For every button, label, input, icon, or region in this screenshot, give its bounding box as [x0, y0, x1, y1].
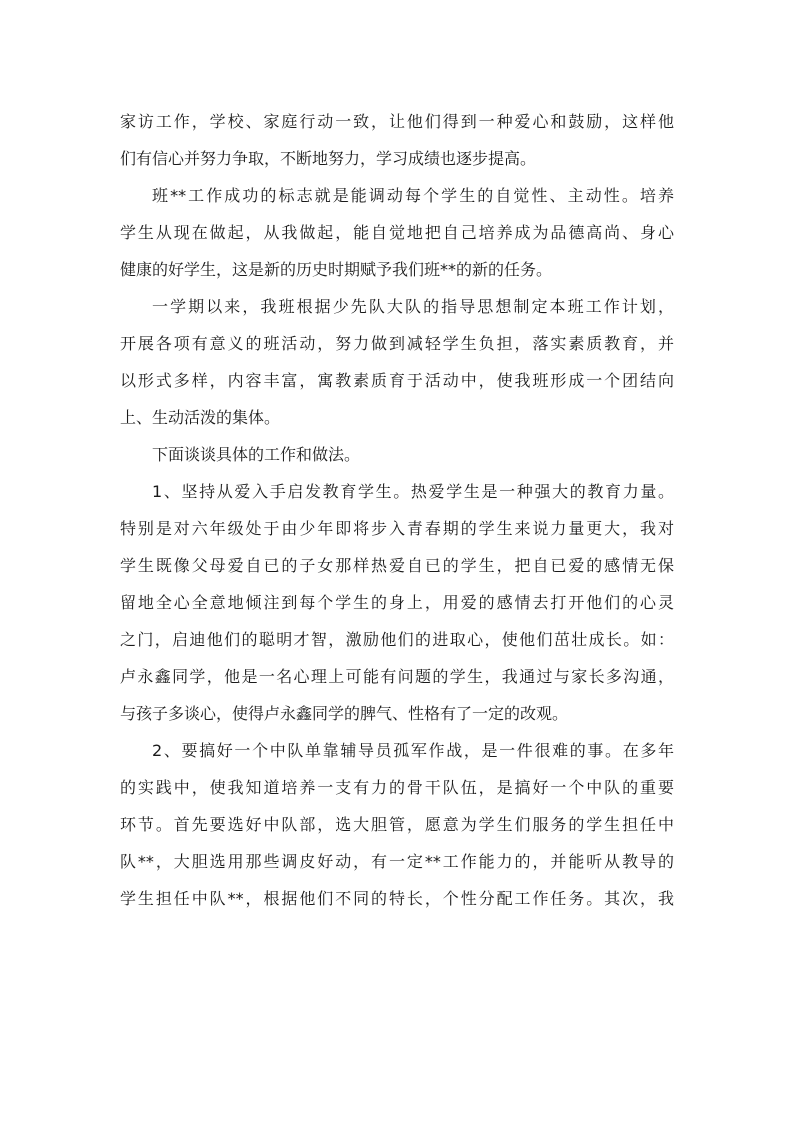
document-body [120, 103, 674, 917]
text-line: 卢永鑫同学，他是一名心理上可能有问题的学生，我通过与家长多沟通， [120, 667, 674, 686]
text-line: 学生既像父母爱自已的子女那样热爱自已的学生，把自已爱的感情无保 [120, 556, 674, 575]
text-line: 之门，启迪他们的聪明才智，激励他们的进取心，使他们茁壮成长。如： [120, 630, 674, 649]
text-line: 一学期以来，我班根据少先队大队的指导思想制定本班工作计划， [152, 297, 674, 316]
text-line: 开展各项有意义的班活动，努力做到减轻学生负担，落实素质教育，并 [120, 334, 674, 353]
text-line: 学生担任中队**，根据他们不同的特长，个性分配工作任务。其次，我 [120, 889, 674, 908]
text-line: 健康的好学生，这是新的历史时期赋予我们班**的新的任务。 [120, 260, 553, 279]
text-line: 们有信心并努力争取，不断地努力，学习成绩也逐步提高。 [120, 149, 537, 168]
text-line: 特别是对六年级处于由少年即将步入青春期的学生来说力量更大，我对 [120, 519, 674, 538]
text-line: 1、坚持从爱入手启发教育学生。热爱学生是一种强大的教育力量。 [152, 482, 674, 501]
text-line: 班**工作成功的标志就是能调动每个学生的自觉性、主动性。培养 [152, 186, 674, 205]
text-line: 上、生动活泼的集体。 [120, 408, 281, 427]
text-line: 队**，大胆选用那些调皮好动，有一定**工作能力的，并能听从教导的 [120, 852, 674, 871]
text-line: 与孩子多谈心，使得卢永鑫同学的脾气、性格有了一定的改观。 [120, 704, 569, 723]
text-line: 的实践中，使我知道培养一支有力的骨干队伍，是搞好一个中队的重要 [120, 778, 674, 797]
text-line: 下面谈谈具体的工作和做法。 [152, 445, 361, 464]
text-line: 环节。首先要选好中队部，选大胆管，愿意为学生们服务的学生担任中 [120, 815, 674, 834]
text-line: 以形式多样，内容丰富，寓教素质育于活动中，使我班形成一个团结向 [120, 371, 674, 390]
text-line: 学生从现在做起，从我做起，能自觉地把自己培养成为品德高尚、身心 [120, 223, 674, 242]
text-line: 2、要搞好一个中队单靠辅导员孤军作战，是一件很难的事。在多年 [152, 741, 674, 760]
text-line: 留地全心全意地倾注到每个学生的身上，用爱的感情去打开他们的心灵 [120, 593, 674, 612]
text-line: 家访工作，学校、家庭行动一致，让他们得到一种爱心和鼓励，这样他 [120, 112, 674, 131]
